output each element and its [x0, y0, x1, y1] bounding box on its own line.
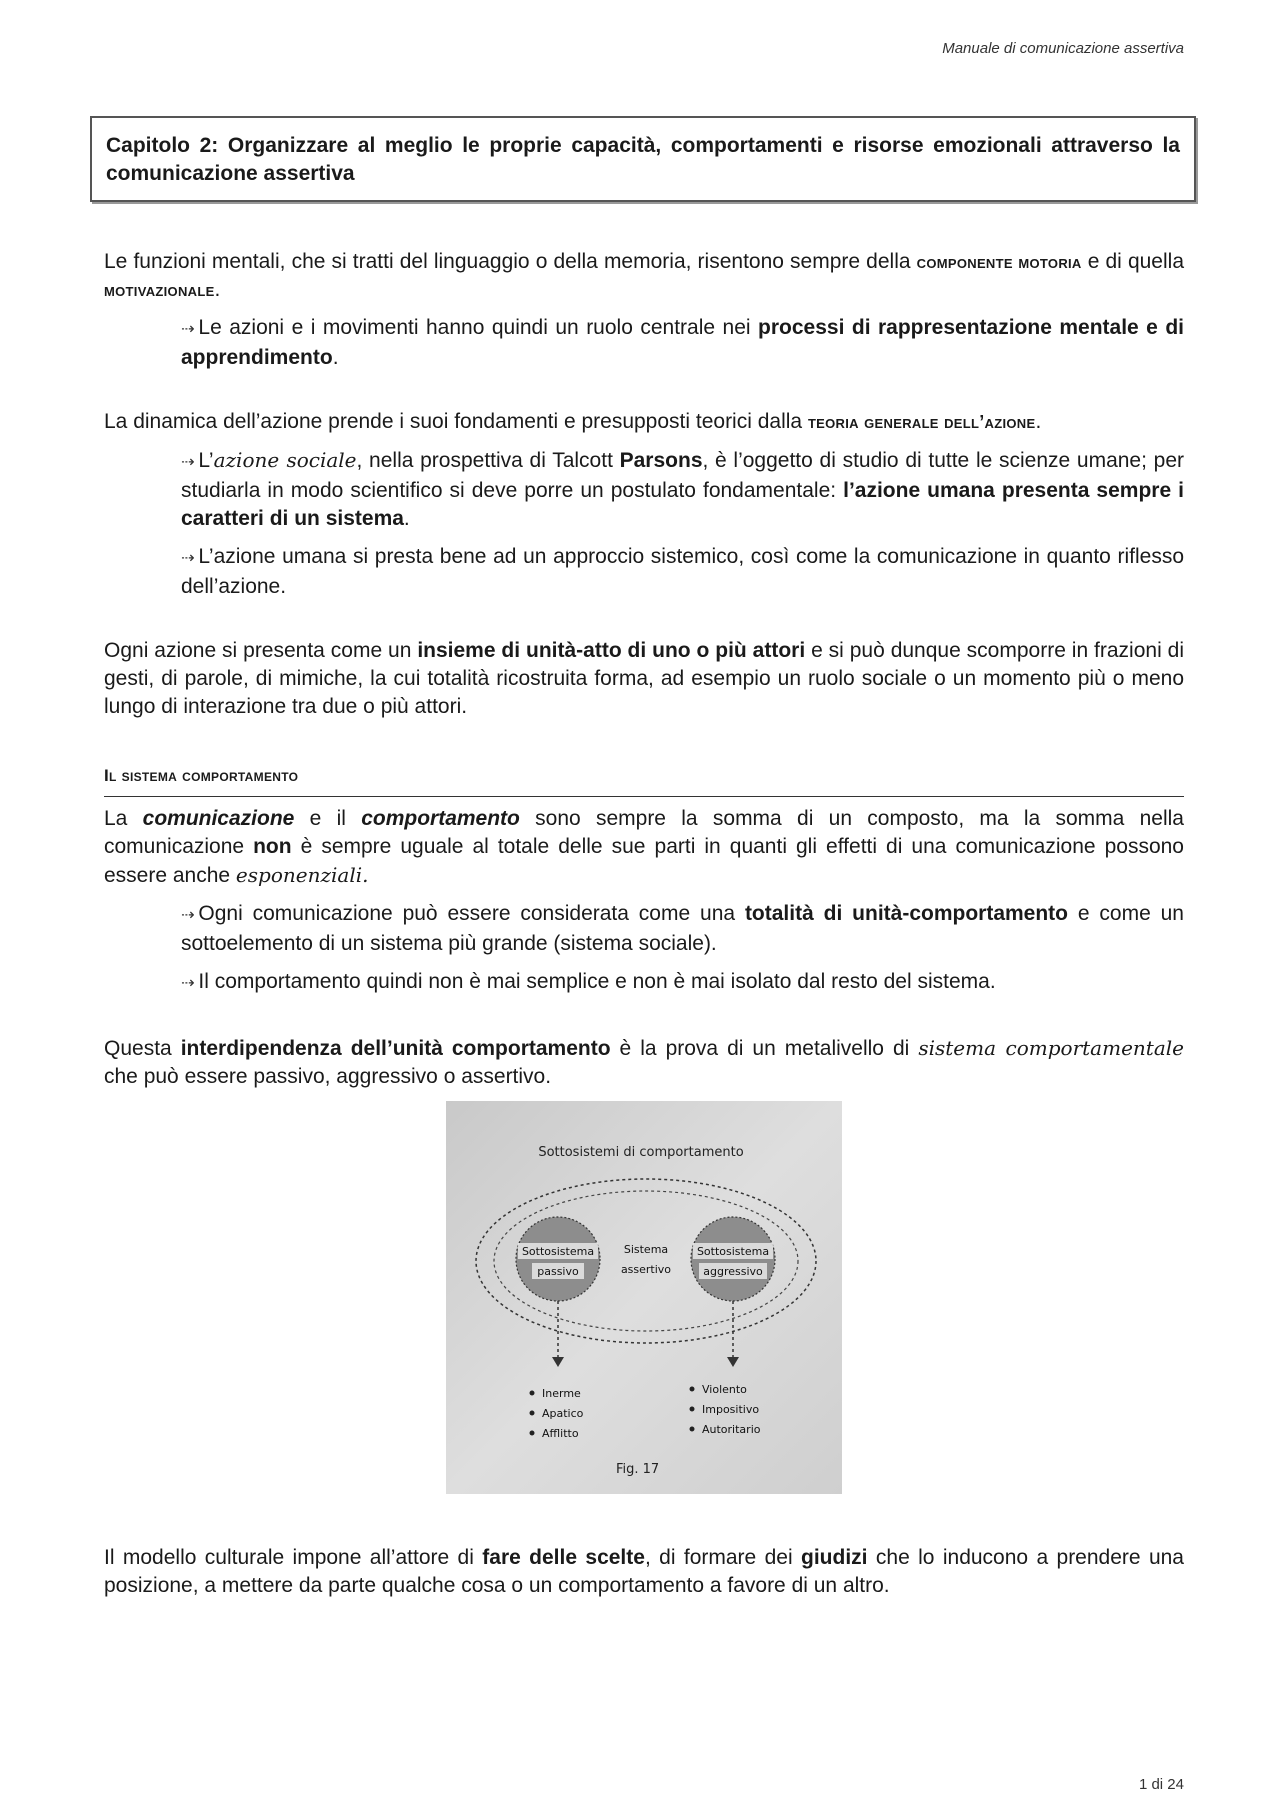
aggressive-trait: Impositivo [702, 1403, 760, 1416]
assertive-label-line2: assertivo [620, 1263, 672, 1276]
aggressive-label-line2: aggressivo [703, 1265, 763, 1278]
arrow-bullet-icon: ⇢ [181, 454, 195, 471]
paragraph-cultural-model: Il modello culturale impone all’attore di fare delle scelte, di formare dei giudizi che lo inducono a prendere una posizione, a mettere da parte qualche cosa o un comportamento a favore di un altro. [104, 1546, 1184, 1597]
arrow-bullet-icon: ⇢ [181, 975, 195, 992]
figure-behaviour-subsystems [446, 1101, 842, 1494]
bullet-social-action: ⇢ L’azione sociale, nella prospettiva di Talcott Parsons, è l’oggetto di studio di tutte le scienze umane; per studiarla in modo scientifico si deve porre un postulato fondamentale: l’azione umana presenta sempre i caratteri di un sistema. [181, 448, 1184, 530]
aggressive-trait: Violento [702, 1383, 747, 1396]
document-body [104, 248, 1184, 1600]
section-heading: Il sistema comportamento [104, 761, 1184, 797]
bullet-behaviour-not-isolated: ⇢ Il comportamento quindi non è mai semplice e non è mai isolato dal resto del sistema. [181, 970, 996, 993]
paragraph-interdependence: Questa interdipendenza dell’unità comportamento è la prova di un metalivello di sistema comportamentale che può essere passivo, aggressivo o assertivo. [104, 1036, 1184, 1088]
figure-caption: Fig. 17 [616, 1462, 660, 1477]
passive-trait: Apatico [542, 1407, 584, 1420]
figure-title: Sottosistemi di comportamento [538, 1145, 744, 1160]
paragraph-communication-behaviour: La comunicazione e il comportamento sono sempre la somma di un composto, ma la somma nella comunicazione non è sempre uguale al totale delle sue parti in quanti gli effetti di una comunicazione possono essere anche esponenziali. [104, 807, 1184, 887]
running-header: Manuale di comunicazione assertiva [942, 40, 1184, 57]
aggressive-trait: Autoritario [702, 1423, 761, 1436]
bullet-actions-role: ⇢ Le azioni e i movimenti hanno quindi un ruolo centrale nei processi di rappresentazione mentale e di apprendimento. [181, 316, 1184, 369]
passive-arrow-head-icon [552, 1357, 564, 1367]
paragraph-mental-functions: Le funzioni mentali, che si tratti del linguaggio o della memoria, risentono sempre della componente motoria e di quella motivazionale. [104, 250, 1184, 301]
bullet-totality-units: ⇢ Ogni comunicazione può essere considerata come una totalità di unità-comportamento e come un sottoelemento di un sistema più grande (sistema sociale). [181, 902, 1184, 955]
arrow-bullet-icon: ⇢ [181, 550, 195, 567]
figure-container [104, 1101, 1184, 1494]
arrow-bullet-icon: ⇢ [181, 907, 195, 924]
chapter-title: Capitolo 2: Organizzare al meglio le proprie capacità, comportamenti e risorse emozionali attraverso la comunicazione assertiva [106, 134, 1180, 185]
passive-trait: Inerme [542, 1387, 581, 1400]
passive-label-line2: passivo [537, 1265, 579, 1278]
aggressive-label-line1: Sottosistema [696, 1245, 770, 1258]
figure-diagram [446, 1101, 842, 1494]
page-number: 1 di 24 [1138, 1776, 1184, 1793]
arrow-bullet-icon: ⇢ [181, 321, 195, 338]
aggressive-arrow-head-icon [727, 1357, 739, 1367]
passive-label-line1: Sottosistema [521, 1245, 595, 1258]
bullet-systemic-approach: ⇢ L’azione umana si presta bene ad un approccio sistemico, così come la comunicazione in quanto riflesso dell’azione. [181, 545, 1184, 598]
assertive-label-line1: Sistema [623, 1243, 669, 1256]
paragraph-unit-acts: Ogni azione si presenta come un insieme di unità-atto di uno o più attori e si può dunque scomporre in frazioni di gesti, di parole, di mimiche, la cui totalità ricostruita forma, ad esempio un ruolo sociale o un momento più o meno lungo di interazione tra due o più attori. [104, 639, 1184, 718]
chapter-title-box [90, 116, 1196, 202]
passive-trait: Afflitto [542, 1427, 579, 1440]
paragraph-action-dynamics: La dinamica dell’azione prende i suoi fondamenti e presupposti teorici dalla teoria generale dell’azione. [104, 410, 1042, 433]
